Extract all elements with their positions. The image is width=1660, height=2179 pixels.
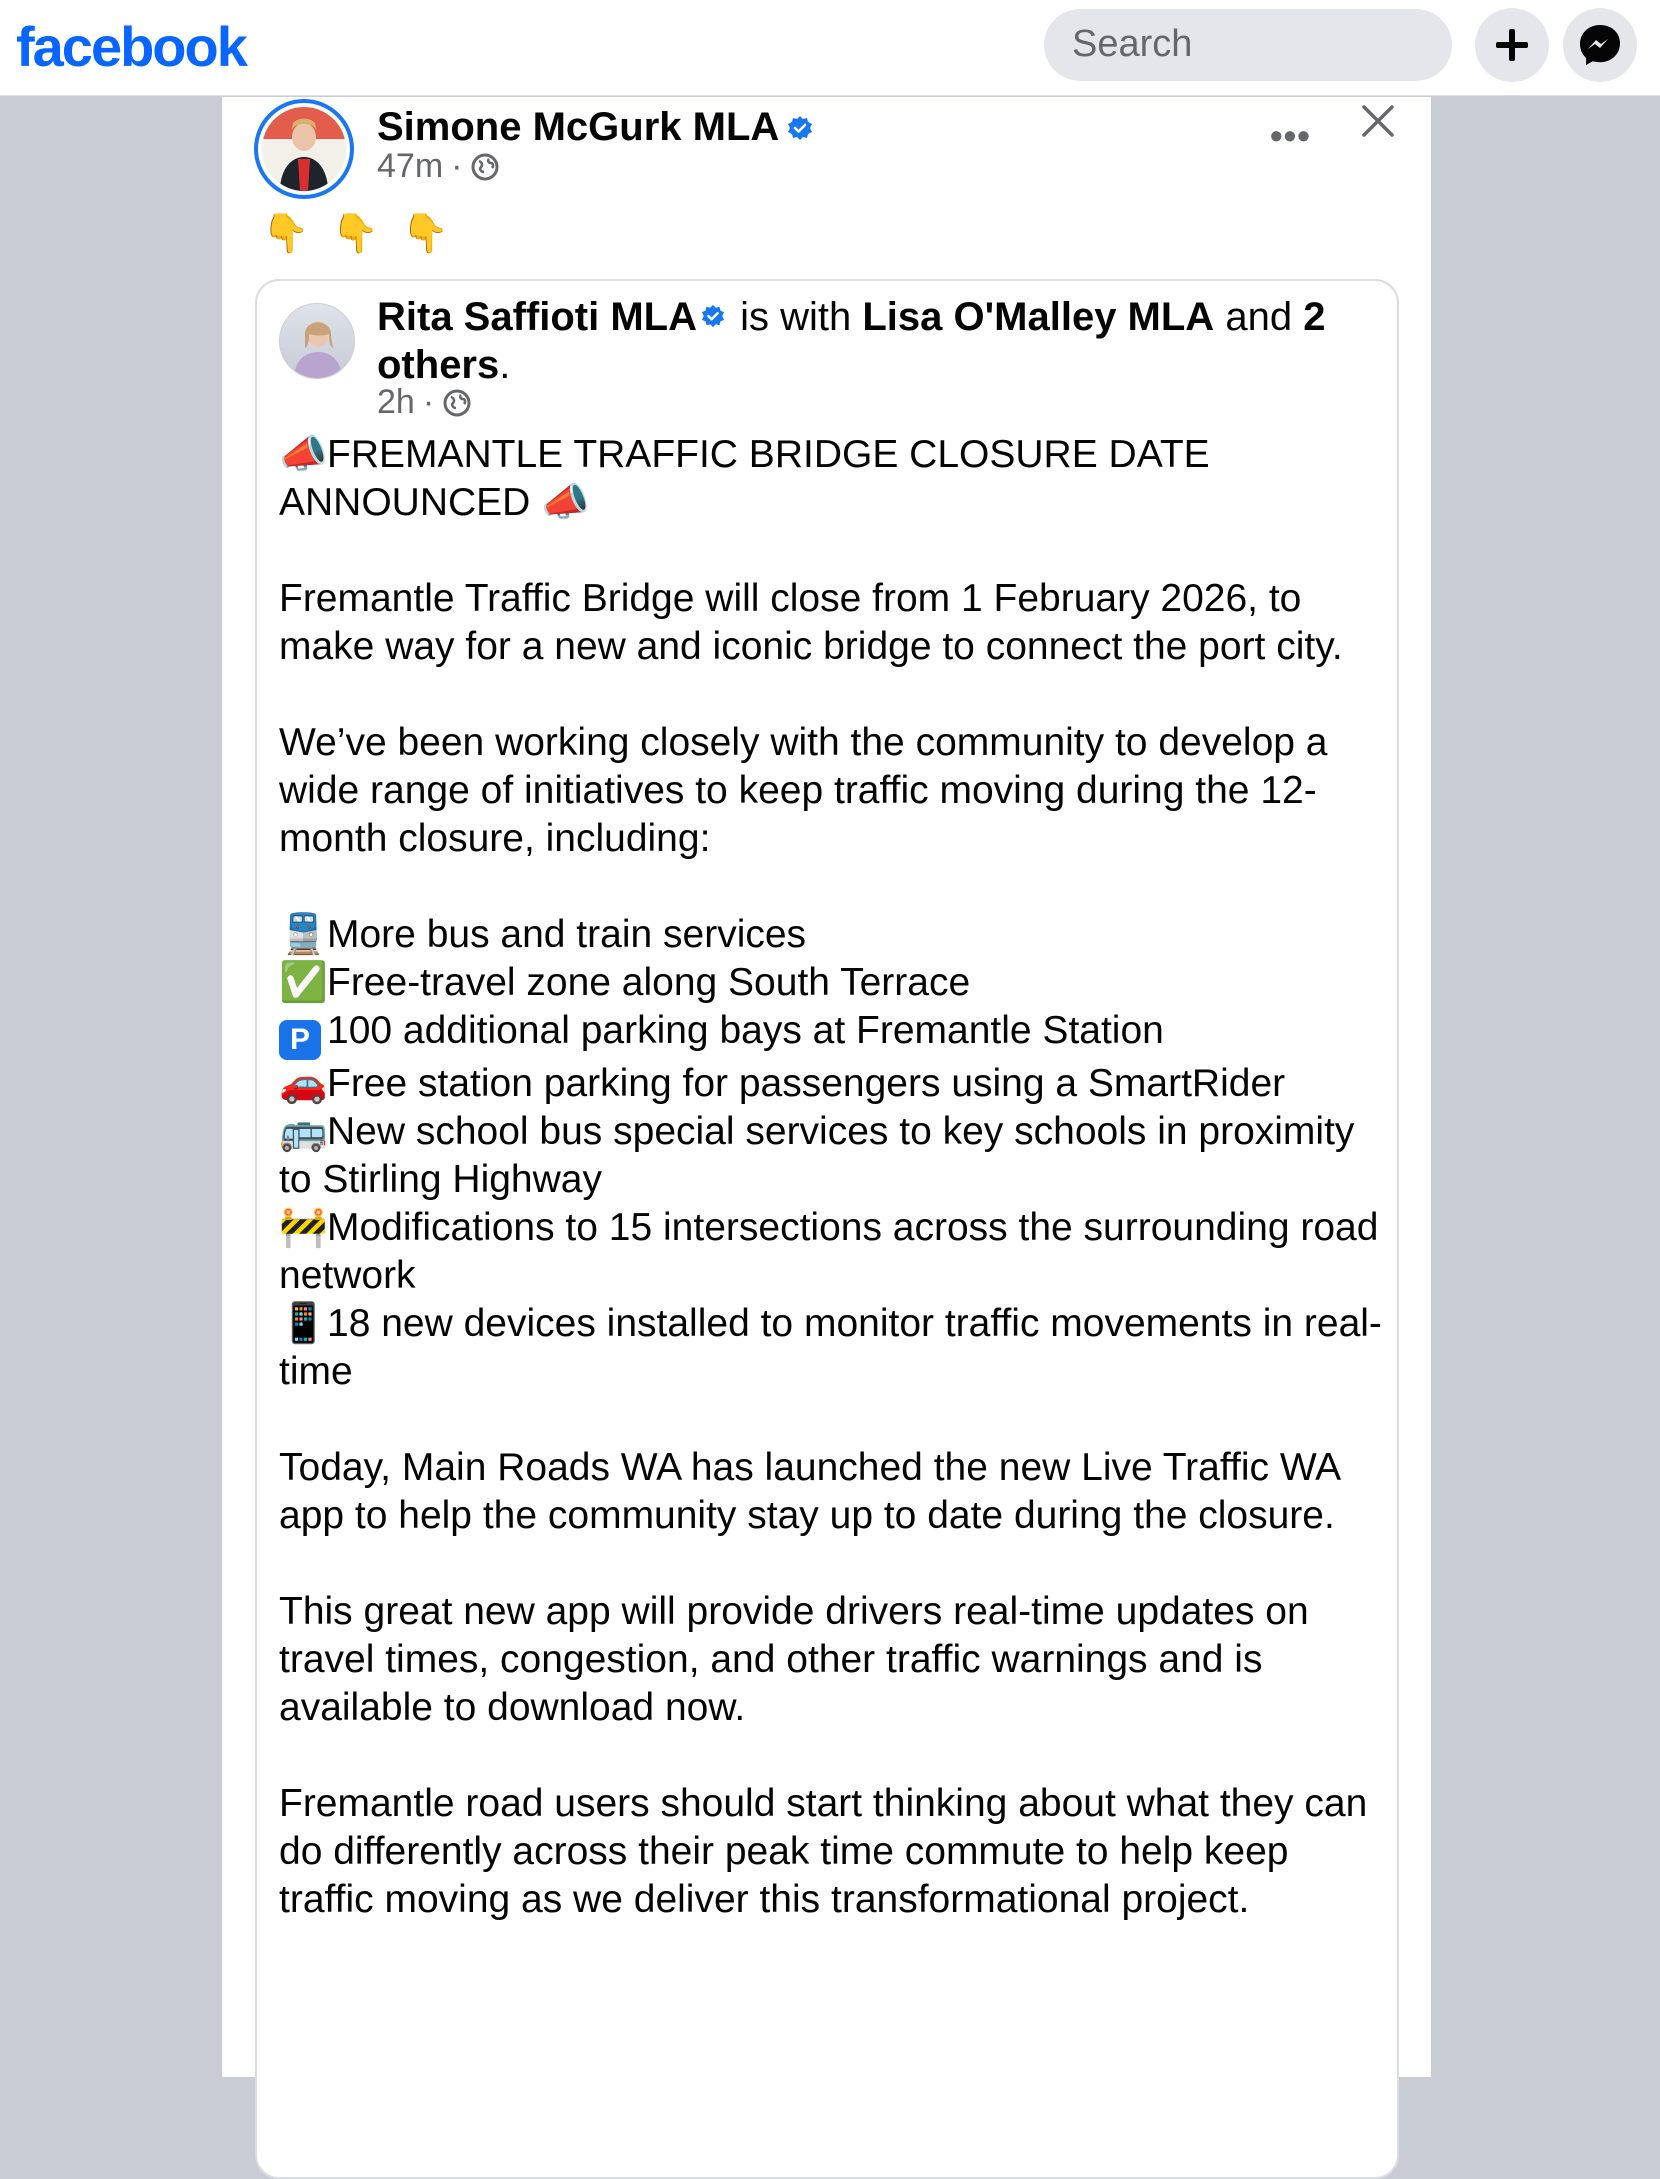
car-icon: 🚗	[279, 1062, 328, 1105]
list-item	[279, 1007, 1389, 1060]
list-item	[279, 1204, 1389, 1300]
list-item-text: Modifications to 15 intersections across the surrounding road network	[279, 1206, 1379, 1297]
shared-post-meta	[377, 383, 472, 422]
construction-icon: 🚧	[279, 1206, 328, 1249]
author-avatar[interactable]	[254, 99, 354, 199]
messenger-button[interactable]	[1563, 8, 1637, 82]
author-header	[377, 105, 813, 150]
shared-author-avatar[interactable]	[279, 303, 355, 379]
verified-badge-icon	[701, 304, 725, 328]
initiatives-list	[279, 911, 1389, 1396]
shared-post-body	[279, 431, 1389, 1972]
paragraph-1: Fremantle Traffic Bridge will close from 1 February 2026, to make way for a new and iconic bridge to connect the port city.	[279, 577, 1343, 668]
and-text: and	[1225, 295, 1293, 339]
others-link[interactable]: 2 others	[377, 295, 1326, 387]
plus-icon	[1494, 27, 1530, 63]
author-name[interactable]: Simone McGurk MLA	[377, 105, 780, 149]
headline	[279, 431, 1389, 527]
post-time[interactable]: 47m	[377, 147, 444, 185]
verified-badge-icon	[787, 115, 813, 141]
paragraph-3: Today, Main Roads WA has launched the new Live Traffic WA app to help the community stay up to date during the closure.	[279, 1446, 1340, 1537]
meta-dot: ·	[451, 147, 463, 185]
list-item-text: 18 new devices installed to monitor traffic movements in real-time	[279, 1302, 1382, 1393]
post-caption: 👇 👇 👇	[262, 213, 456, 255]
shared-post-time[interactable]: 2h	[377, 383, 415, 421]
shared-author-name[interactable]: Rita Saffioti MLA	[377, 295, 697, 339]
with-text: is with	[740, 295, 852, 339]
list-item	[279, 1108, 1389, 1204]
search-placeholder: Search	[1072, 23, 1193, 65]
post-container	[222, 97, 1431, 2077]
train-icon: 🚆	[279, 913, 328, 956]
list-item-text: Free station parking for passengers using a SmartRider	[327, 1062, 1286, 1105]
list-item	[279, 911, 1389, 959]
close-icon[interactable]	[1358, 101, 1398, 141]
person-photo	[280, 304, 355, 379]
list-item-text: New school bus special services to key schools in proximity to Stirling Highway	[279, 1110, 1355, 1201]
megaphone-icon: 📣	[279, 433, 328, 476]
list-item-text: Free-travel zone along South Terrace	[327, 961, 971, 1004]
shared-byline	[377, 293, 1387, 389]
post-meta	[377, 147, 500, 186]
check-icon: ✅	[279, 961, 328, 1004]
tagged-person[interactable]: Lisa O'Malley MLA	[862, 295, 1215, 339]
create-button[interactable]	[1475, 8, 1549, 82]
phone-icon: 📱	[279, 1302, 328, 1345]
paragraph-5: Fremantle road users should start thinking about what they can do differently across their peak time commute to help keep traffic moving as we deliver this transformational project.	[279, 1782, 1368, 1921]
list-item-text: More bus and train services	[327, 913, 807, 956]
megaphone-icon: 📣	[541, 481, 590, 524]
parking-icon: P	[279, 1020, 321, 1060]
list-item	[279, 1060, 1389, 1108]
byline-period: .	[499, 343, 511, 387]
bus-icon: 🚌	[279, 1110, 328, 1153]
search-input[interactable]	[1044, 9, 1452, 81]
meta-dot: ·	[422, 383, 435, 421]
list-item	[279, 959, 1389, 1007]
list-item	[279, 1300, 1389, 1396]
person-photo	[262, 107, 346, 191]
headline-text: FREMANTLE TRAFFIC BRIDGE CLOSURE DATE ANNOUNCED	[279, 433, 1210, 524]
globe-icon	[470, 152, 500, 182]
list-item-text: 100 additional parking bays at Fremantle Station	[327, 1009, 1164, 1052]
paragraph-2: We’ve been working closely with the community to develop a wide range of initiatives to keep traffic moving during the 12-month closure, including:	[279, 721, 1328, 860]
paragraph-4: This great new app will provide drivers real-time updates on travel times, congestion, and other traffic warnings and is available to download now.	[279, 1590, 1309, 1729]
shared-post-card[interactable]	[255, 279, 1399, 2179]
messenger-icon	[1577, 22, 1623, 68]
more-options-button[interactable]: •••	[1270, 115, 1311, 156]
facebook-logo[interactable]: facebook	[16, 15, 246, 78]
top-bar	[0, 0, 1660, 96]
globe-icon	[442, 388, 472, 418]
